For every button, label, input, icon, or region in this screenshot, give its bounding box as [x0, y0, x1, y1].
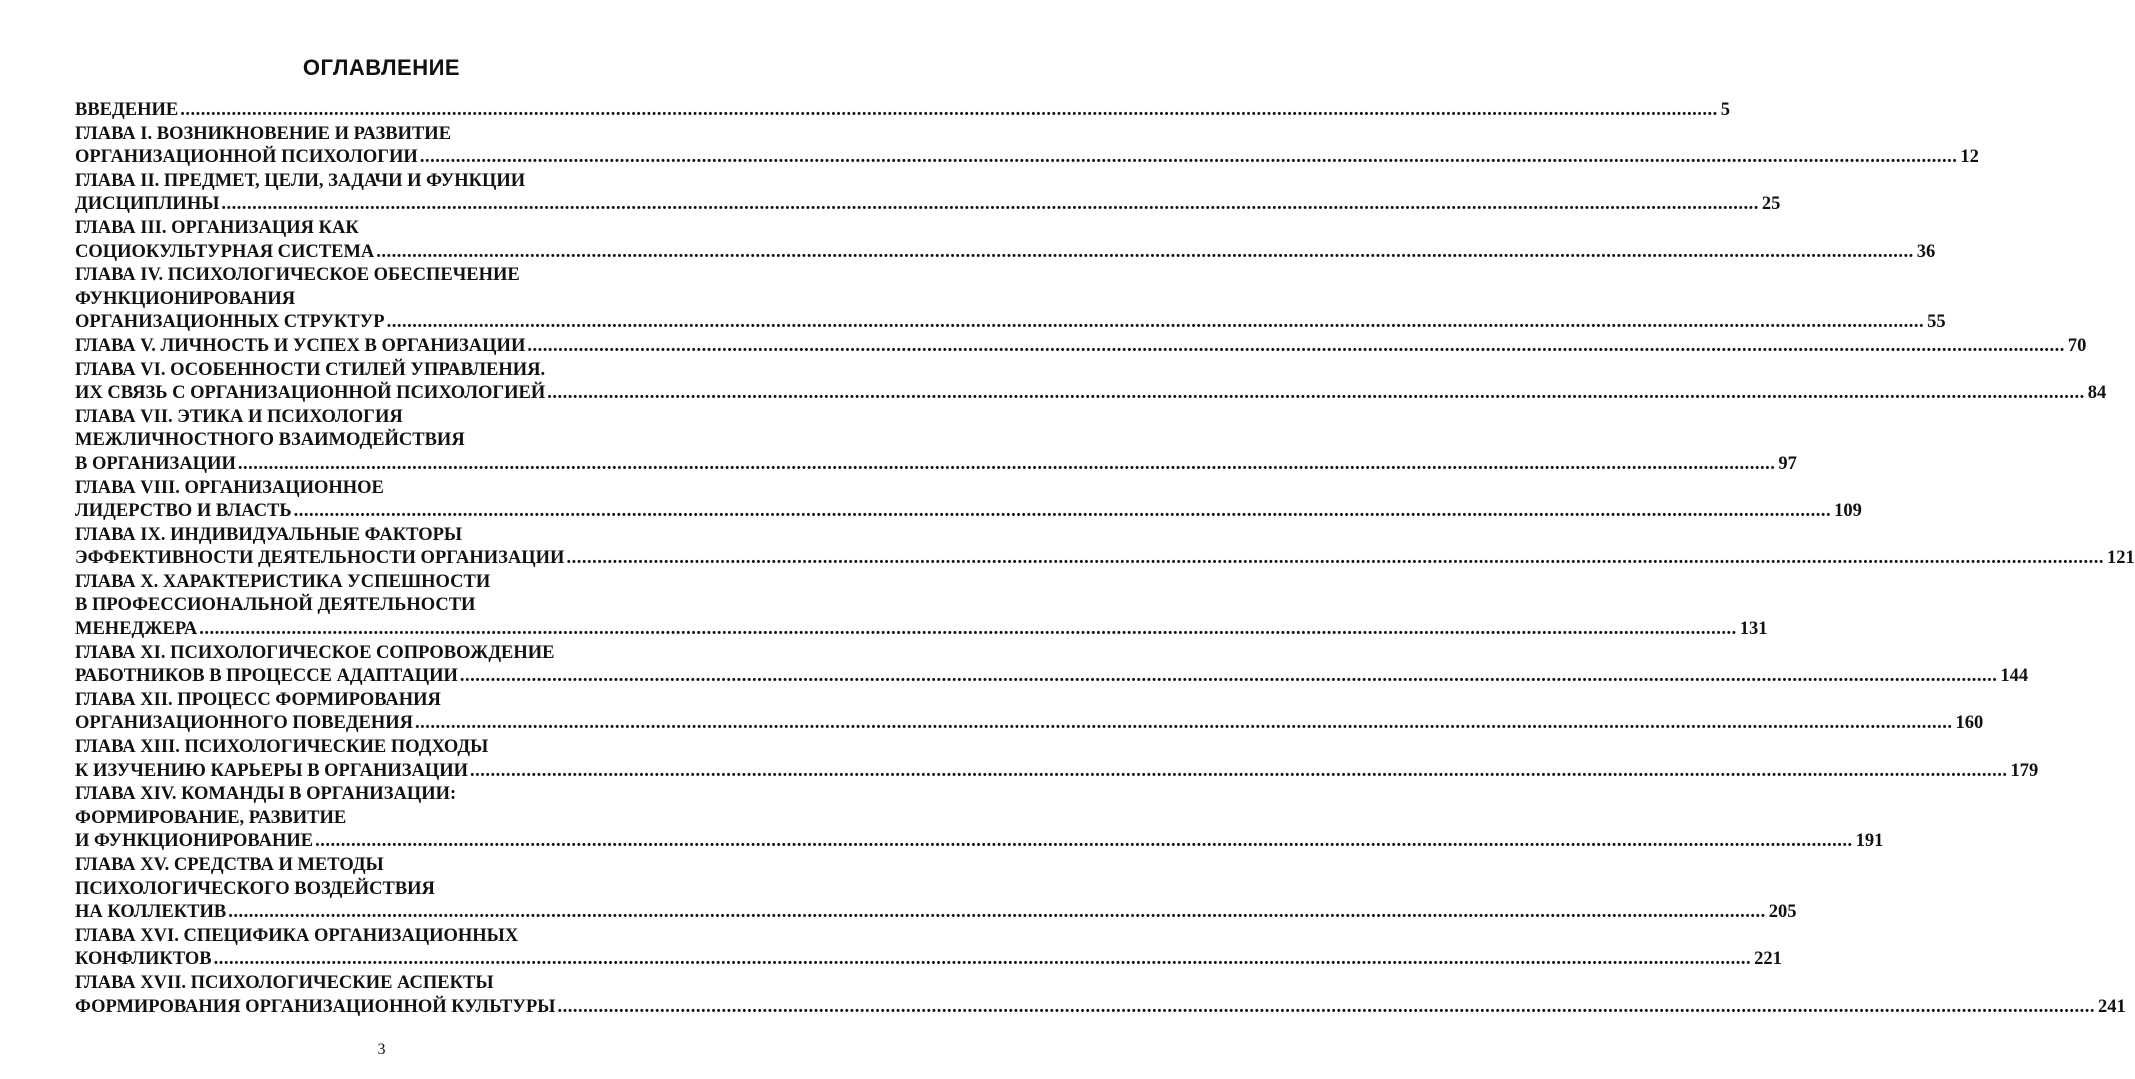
dot-leader: ............................................................................................................................................................................................................................................................................................................	[293, 501, 1832, 522]
toc-entry-text: К ИЗУЧЕНИЮ КАРЬЕРЫ В ОРГАНИЗАЦИИ	[75, 760, 469, 781]
toc-entry[interactable]	[75, 335, 2087, 359]
dot-leader: ............................................................................................................................................................................................................................................................................................................	[228, 902, 1766, 923]
toc-entry[interactable]	[75, 359, 2107, 406]
dot-leader: ............................................................................................................................................................................................................................................................................................................	[237, 453, 1776, 474]
toc-entry[interactable]	[75, 477, 1862, 524]
dot-leader: ............................................................................................................................................................................................................................................................................................................	[557, 996, 2095, 1017]
toc-entry[interactable]	[75, 925, 1782, 972]
toc-entry-text: ОРГАНИЗАЦИОННОГО ПОВЕДЕНИЯ	[75, 713, 414, 734]
toc-entry-text: МЕНЕДЖЕРА	[75, 619, 198, 640]
toc-entry-text: ГЛАВА XI. ПСИХОЛОГИЧЕСКОЕ СОПРОВОЖДЕНИЕ	[75, 642, 555, 663]
dot-leader: ............................................................................................................................................................................................................................................................................................................	[419, 147, 1958, 168]
toc-entry[interactable]	[75, 642, 2029, 689]
dot-leader: ............................................................................................................................................................................................................................................................................................................	[527, 335, 2065, 356]
dot-leader: ............................................................................................................................................................................................................................................................................................................	[213, 949, 1752, 970]
toc-entry-text: РАБОТНИКОВ В ПРОЦЕССЕ АДАПТАЦИИ	[75, 666, 458, 687]
toc-page-number: 25	[1761, 194, 1781, 215]
dot-leader: ............................................................................................................................................................................................................................................................................................................	[315, 831, 1853, 852]
toc-entry-text: ГЛАВА XII. ПРОЦЕСС ФОРМИРОВАНИЯ	[75, 689, 441, 710]
toc-page-number: 36	[1916, 241, 1936, 262]
toc-entry-text: ГЛАВА VIII. ОРГАНИЗАЦИОННОЕ	[75, 477, 384, 498]
toc-entry-text: ГЛАВА X. ХАРАКТЕРИСТИКА УСПЕШНОСТИ	[75, 571, 491, 592]
toc-entry-text: ГЛАВА XVII. ПСИХОЛОГИЧЕСКИЕ АСПЕКТЫ	[75, 972, 494, 993]
dot-leader: ............................................................................................................................................................................................................................................................................................................	[199, 619, 1737, 640]
dot-leader: ............................................................................................................................................................................................................................................................................................................	[470, 760, 2008, 781]
toc-entry-text: ВВЕДЕНИЕ	[75, 100, 179, 120]
toc-entry-text: ОРГАНИЗАЦИОННОЙ ПСИХОЛОГИИ	[75, 147, 418, 168]
toc-page-number: 144	[2000, 666, 2029, 687]
toc-page-number: 70	[2067, 335, 2087, 356]
toc-entry-text: ДИСЦИПЛИНЫ	[75, 194, 220, 215]
toc-entry-text: СОЦИОКУЛЬТУРНАЯ СИСТЕМА	[75, 241, 375, 262]
toc-entry[interactable]	[75, 406, 1797, 477]
toc-entry-text: ФУНКЦИОНИРОВАНИЯ	[75, 288, 296, 309]
toc-entry-text: ГЛАВА VI. ОСОБЕННОСТИ СТИЛЕЙ УПРАВЛЕНИЯ.	[75, 359, 546, 380]
toc-entry[interactable]	[75, 689, 1984, 736]
toc-page-number: 109	[1834, 501, 1862, 522]
toc-entry[interactable]	[75, 972, 2126, 1019]
toc-entry[interactable]	[75, 99, 1730, 123]
toc-page-number: 121	[2106, 548, 2135, 569]
toc-entry-text: ФОРМИРОВАНИЕ, РАЗВИТИЕ	[75, 807, 347, 828]
toc-entry-text: ОРГАНИЗАЦИОННЫХ СТРУКТУР	[75, 312, 385, 333]
toc-entry-text: ГЛАВА XVI. СПЕЦИФИКА ОРГАНИЗАЦИОННЫХ	[75, 925, 519, 946]
toc-page-number: 12	[1960, 147, 1979, 168]
toc-entry[interactable]	[75, 170, 1781, 217]
toc-entry-text: ИХ СВЯЗЬ С ОРГАНИЗАЦИОННОЙ ПСИХОЛОГИЕЙ	[75, 383, 546, 404]
toc-page-number: 221	[1754, 949, 1782, 970]
toc-entry-text: ГЛАВА IX. ИНДИВИДУАЛЬНЫЕ ФАКТОРЫ	[75, 524, 463, 545]
dot-leader: ............................................................................................................................................................................................................................................................................................................	[459, 666, 1998, 687]
page-title: ОГЛАВЛЕНИЕ	[302, 55, 461, 80]
toc-entry-text: ГЛАВА XV. СРЕДСТВА И МЕТОДЫ	[75, 855, 384, 875]
toc-entry[interactable]	[75, 854, 1797, 925]
toc-entry-text: ГЛАВА V. ЛИЧНОСТЬ И УСПЕХ В ОРГАНИЗАЦИИ	[75, 335, 526, 356]
dot-leader: ............................................................................................................................................................................................................................................................................................................	[221, 194, 1759, 215]
toc-entry-text: И ФУНКЦИОНИРОВАНИЕ	[75, 831, 314, 852]
toc-entry[interactable]	[75, 264, 1946, 335]
toc-entry-text: ЛИДЕРСТВО И ВЛАСТЬ	[75, 501, 292, 522]
toc-entry-text: НА КОЛЛЕКТИВ	[75, 902, 227, 923]
toc-page-number: 5	[1720, 100, 1730, 120]
dot-leader: ............................................................................................................................................................................................................................................................................................................	[547, 383, 2085, 404]
toc-entry-text: ГЛАВА II. ПРЕДМЕТ, ЦЕЛИ, ЗАДАЧИ И ФУНКЦИИ	[75, 170, 526, 191]
toc-entry[interactable]	[75, 524, 2135, 571]
dot-leader: ............................................................................................................................................................................................................................................................................................................	[386, 312, 1925, 333]
toc-entry-text: ГЛАВА I. ВОЗНИКНОВЕНИЕ И РАЗВИТИЕ	[75, 123, 452, 144]
toc-entry[interactable]	[75, 736, 2039, 783]
toc-page-number: 160	[1955, 713, 1984, 734]
toc-entry-text: ГЛАВА VII. ЭТИКА И ПСИХОЛОГИЯ	[75, 406, 403, 427]
dot-leader: ............................................................................................................................................................................................................................................................................................................	[566, 548, 2104, 569]
dot-leader: ............................................................................................................................................................................................................................................................................................................	[376, 241, 1914, 262]
toc-entry-text: МЕЖЛИЧНОСТНОГО ВЗАИМОДЕЙСТВИЯ	[75, 430, 465, 451]
toc-page-number: 55	[1927, 312, 1946, 333]
toc-entry[interactable]	[75, 571, 1768, 642]
toc-page-number: 179	[2010, 760, 2039, 781]
toc-page-number: 97	[1778, 453, 1797, 474]
dot-leader: ............................................................................................................................................................................................................................................................................................................	[180, 100, 1718, 120]
dot-leader: ............................................................................................................................................................................................................................................................................................................	[415, 713, 1953, 734]
table-of-contents	[75, 99, 2135, 1019]
toc-entry-text: ГЛАВА III. ОРГАНИЗАЦИЯ КАК	[75, 217, 359, 238]
toc-page-number: 205	[1768, 902, 1797, 923]
toc-page-number: 131	[1739, 619, 1768, 640]
toc-page-number: 191	[1855, 831, 1884, 852]
toc-entry[interactable]	[75, 217, 1936, 264]
page-number: 3	[377, 1041, 386, 1058]
toc-entry-text: КОНФЛИКТОВ	[75, 949, 212, 970]
toc-entry-text: В ОРГАНИЗАЦИИ	[75, 453, 236, 474]
toc-entry[interactable]	[75, 783, 1884, 854]
toc-entry-text: В ПРОФЕССИОНАЛЬНОЙ ДЕЯТЕЛЬНОСТИ	[75, 595, 476, 616]
toc-entry-text: ГЛАВА IV. ПСИХОЛОГИЧЕСКОЕ ОБЕСПЕЧЕНИЕ	[75, 265, 520, 286]
toc-entry-text: ФОРМИРОВАНИЯ ОРГАНИЗАЦИОННОЙ КУЛЬТУРЫ	[75, 996, 556, 1017]
toc-entry[interactable]	[75, 123, 1979, 170]
toc-page-number: 241	[2097, 996, 2126, 1017]
toc-entry-text: ПСИХОЛОГИЧЕСКОГО ВОЗДЕЙСТВИЯ	[75, 878, 435, 899]
toc-entry-text: ГЛАВА XIII. ПСИХОЛОГИЧЕСКИЕ ПОДХОДЫ	[75, 737, 489, 758]
toc-entry-text: ЭФФЕКТИВНОСТИ ДЕЯТЕЛЬНОСТИ ОРГАНИЗАЦИИ	[75, 548, 565, 569]
toc-entry-text: ГЛАВА XIV. КОМАНДЫ В ОРГАНИЗАЦИИ:	[75, 784, 457, 805]
toc-page-number: 84	[2087, 383, 2107, 404]
